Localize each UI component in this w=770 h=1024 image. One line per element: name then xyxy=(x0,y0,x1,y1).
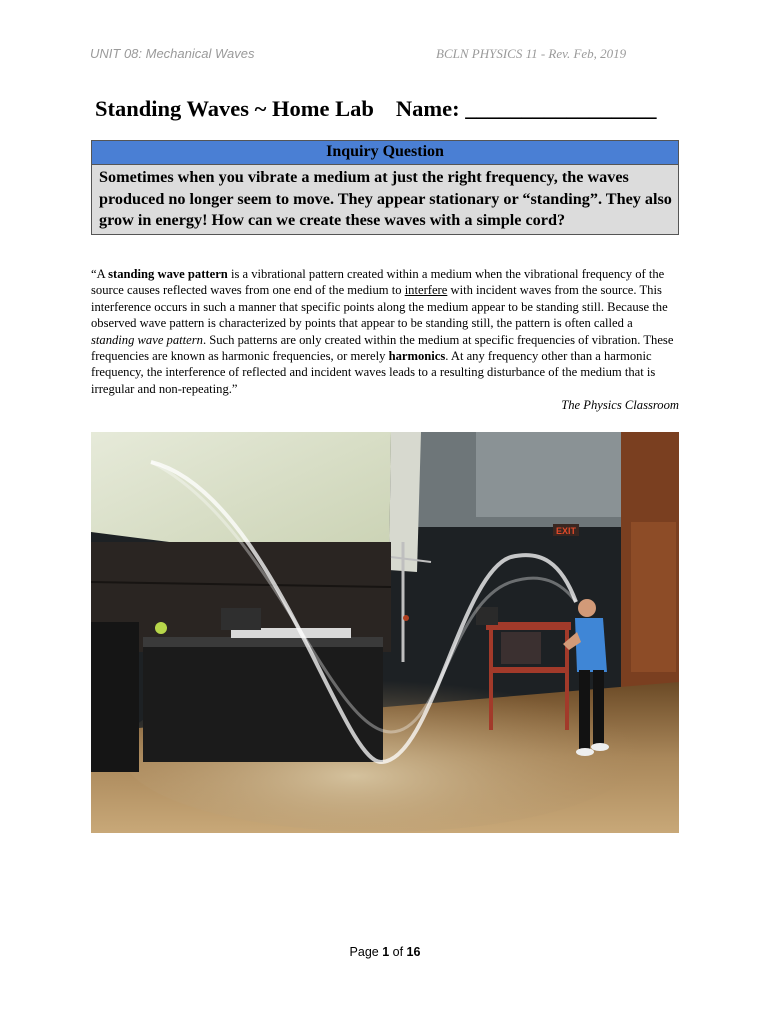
quote-source: The Physics Classroom xyxy=(561,398,679,413)
page-title xyxy=(95,96,695,122)
inquiry-box xyxy=(91,140,679,235)
header-unit: UNIT 08: Mechanical Waves xyxy=(90,46,255,61)
photo-illustration xyxy=(91,432,679,833)
quote-text: . Such patterns are only created within the medium at specific frequencies of vibration. These frequencies are known as harmonic frequencies, or merely xyxy=(91,332,674,364)
page-number: 1 xyxy=(382,945,390,959)
quote-text: with incident waves from the source. This interference occurs in such a manner that specific points along the medium appear to be standing still. Because the observed wave pattern is characterized by points that appear to be standing still, the pattern is often called a xyxy=(91,283,668,331)
lab-bench xyxy=(91,622,139,772)
quote-text: “A xyxy=(91,267,109,281)
inquiry-heading: Inquiry Question xyxy=(92,141,678,165)
inquiry-question: Sometimes when you vibrate a medium at just the right frequency, the waves produced no longer seem to move. They appear stationary or “standing”. They also grow in energy! How can we create these waves with a simple cord? xyxy=(92,165,678,234)
quote-text: . At any frequency other than a harmonic frequency, the interference of reflected and incident waves leads to a resulting disturbance of the medium that is irregular and non-repeating.” xyxy=(91,349,656,396)
quote-block xyxy=(91,266,679,414)
page-total: 16 xyxy=(406,945,421,959)
header-course: BCLN PHYSICS 11 - Rev. Feb, 2019 xyxy=(436,46,627,61)
name-field: Name: _________________ xyxy=(395,96,657,121)
title-main: Standing Waves ~ Home Lab xyxy=(95,96,374,121)
quote-bold-term: standing wave pattern xyxy=(108,267,228,281)
quote-text: is a vibrational pattern created within a medium when the vibrational frequency of the source causes reflected waves from one end of the medium to xyxy=(91,267,665,298)
page-footer xyxy=(0,945,770,959)
quote-italic-term: standing wave pattern xyxy=(91,332,203,347)
quote-underline-term: interfere xyxy=(404,283,448,298)
quote-bold-term: harmonics xyxy=(388,349,446,364)
page-of: of xyxy=(389,945,407,959)
exit-sign: EXIT xyxy=(555,526,577,536)
page-label: Page xyxy=(349,945,383,959)
standing-wave-photo xyxy=(91,432,679,833)
